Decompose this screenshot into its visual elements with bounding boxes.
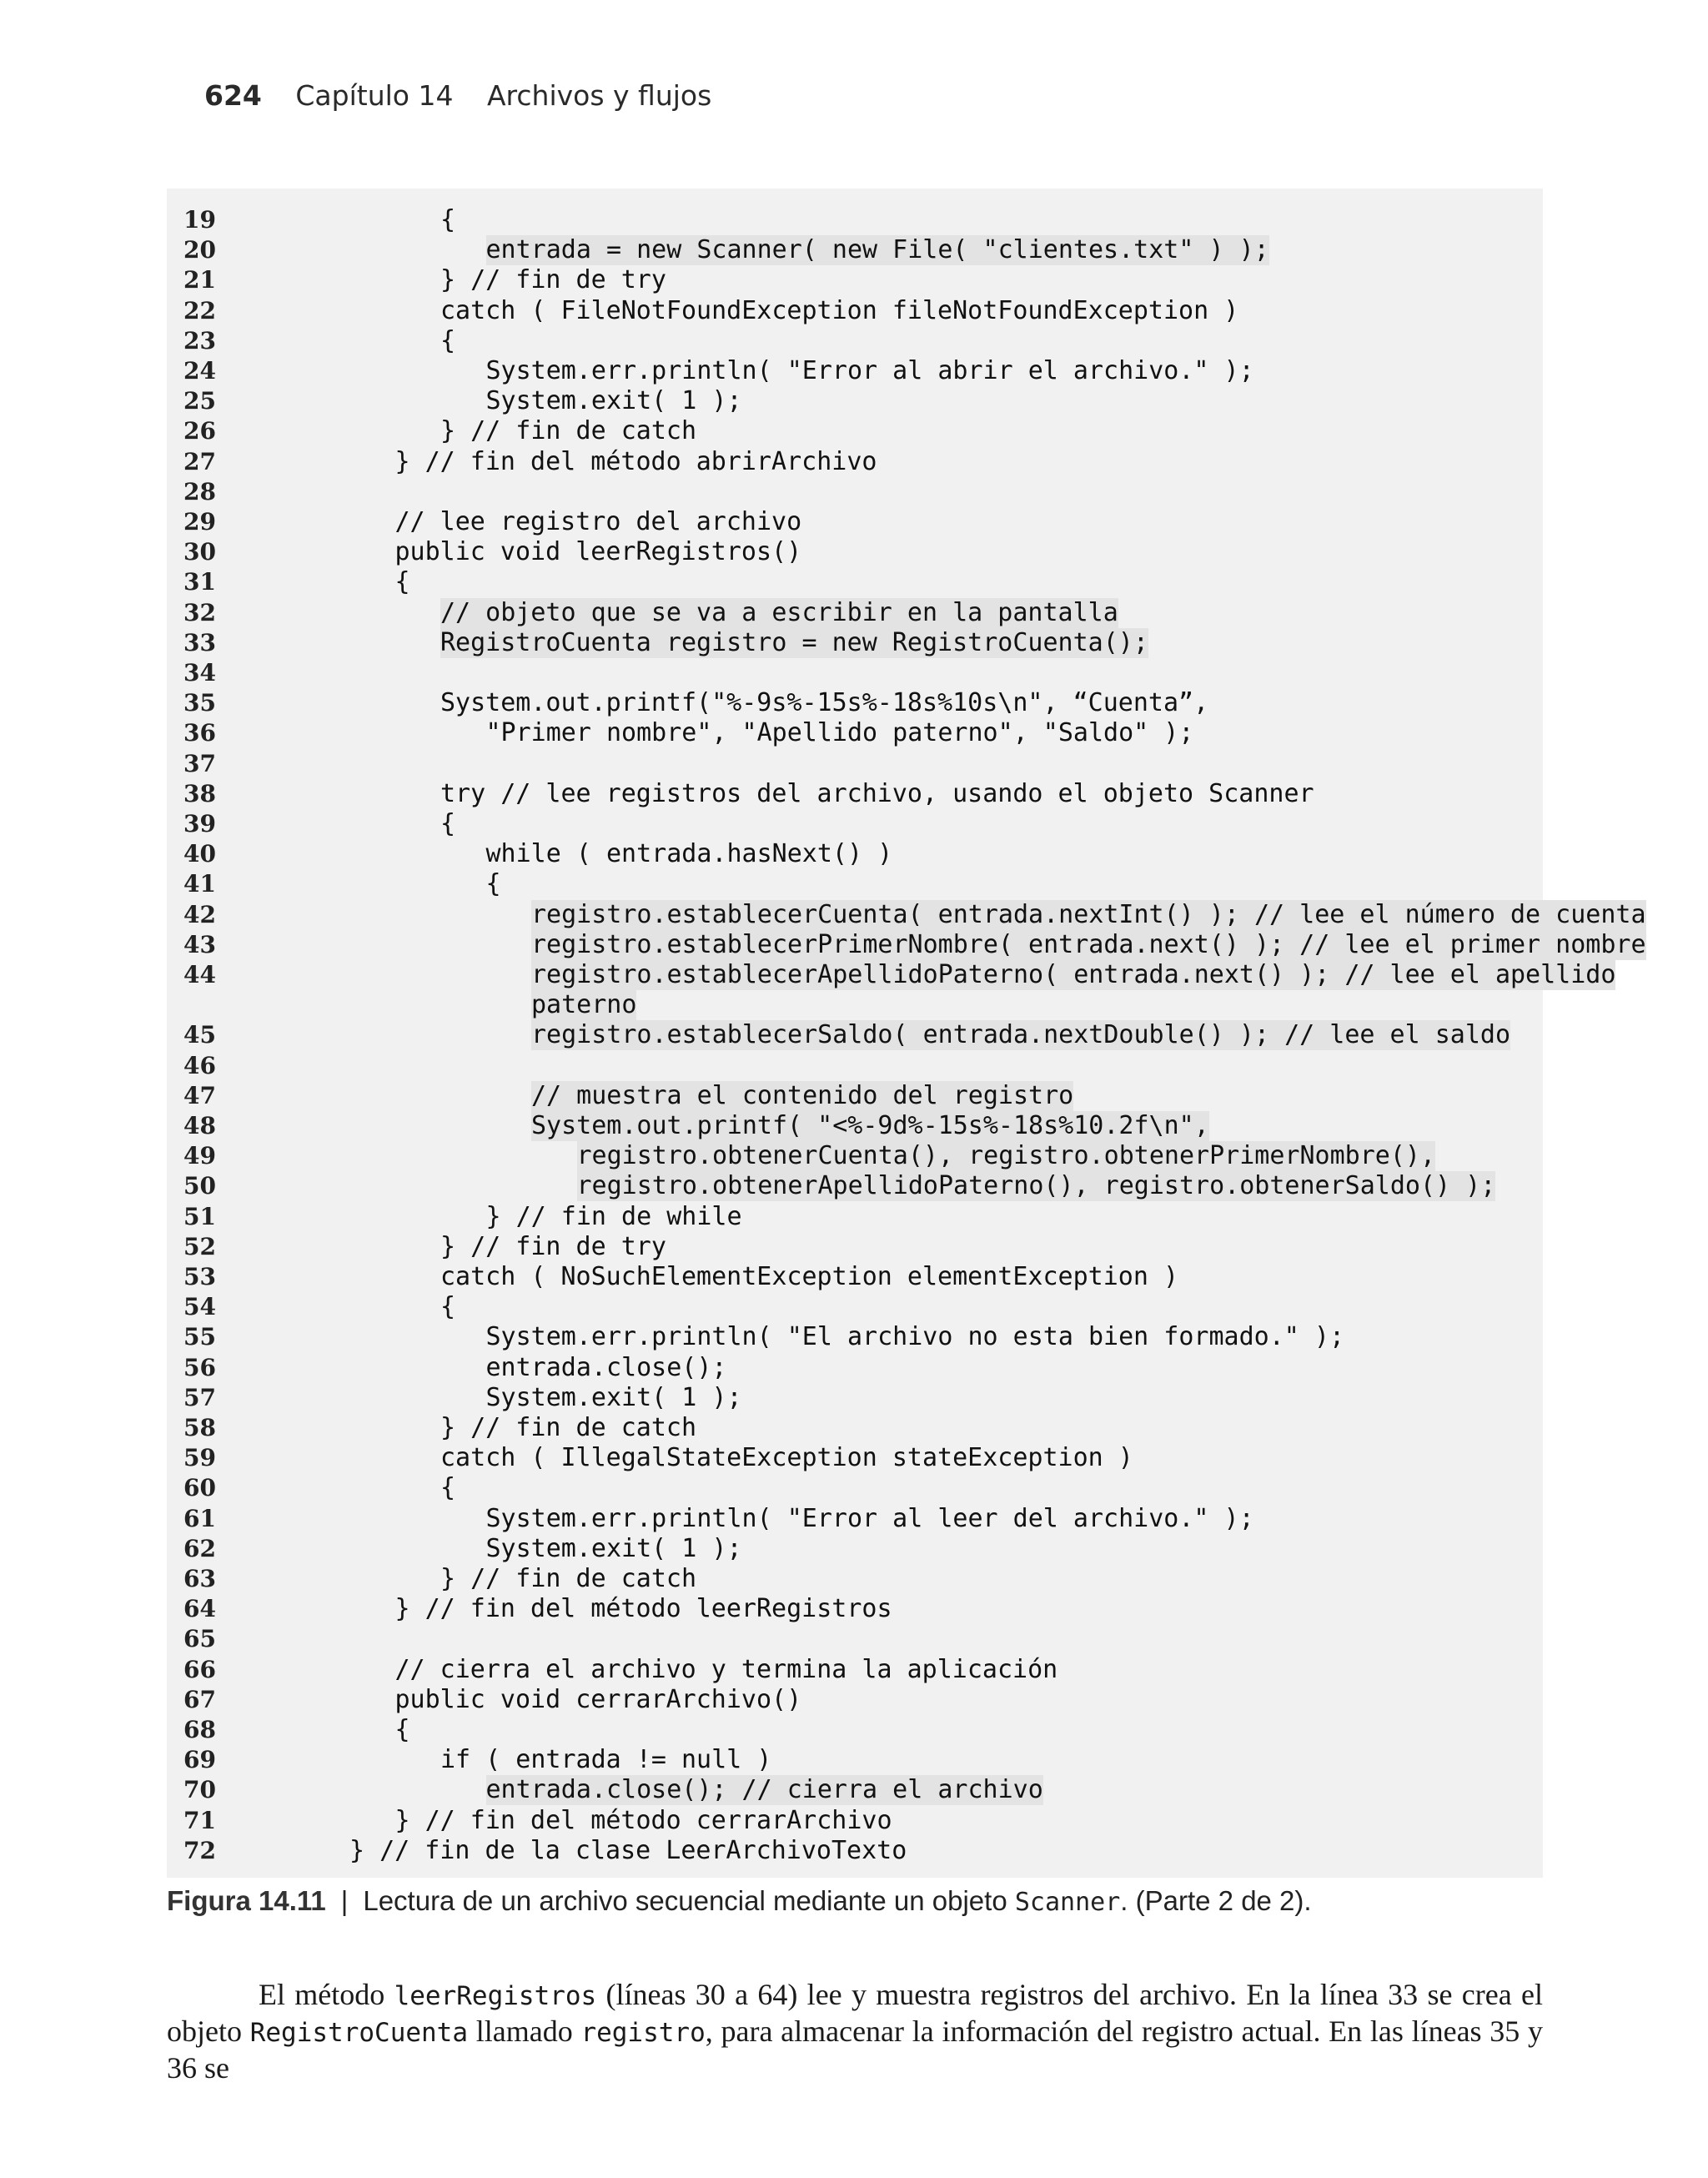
code-line bbox=[167, 1292, 1543, 1322]
code-text: // objeto que se va a escribir en la pantalla bbox=[440, 597, 1118, 627]
line-number: 35 bbox=[183, 689, 216, 717]
code-text: } // fin de while bbox=[485, 1201, 742, 1231]
code-text: } // fin de catch bbox=[440, 1564, 697, 1593]
code-text: { bbox=[440, 325, 456, 355]
code-line bbox=[167, 1443, 1543, 1473]
line-number: 44 bbox=[183, 961, 216, 988]
code-line bbox=[167, 1111, 1543, 1141]
code-line bbox=[167, 477, 1543, 507]
code-line bbox=[167, 326, 1543, 356]
code-text: } // fin del método cerrarArchivo bbox=[394, 1805, 892, 1835]
code-line bbox=[167, 1624, 1543, 1654]
line-number: 66 bbox=[183, 1655, 216, 1683]
line-number: 42 bbox=[183, 900, 216, 928]
line-number: 67 bbox=[183, 1685, 216, 1713]
code-line bbox=[167, 1081, 1543, 1111]
code-text: public void leerRegistros() bbox=[394, 537, 802, 567]
code-text: if ( entrada != null ) bbox=[440, 1745, 772, 1775]
line-number: 49 bbox=[183, 1142, 216, 1170]
line-number: 27 bbox=[183, 447, 216, 475]
code-line bbox=[167, 869, 1543, 899]
code-text: { bbox=[440, 205, 456, 234]
code-line bbox=[167, 1564, 1543, 1594]
line-number: 46 bbox=[183, 1051, 216, 1079]
code-text: registro.establecerCuenta( entrada.nextInt() ); // lee el número de cuenta bbox=[531, 899, 1646, 929]
code-line bbox=[167, 416, 1543, 446]
body-paragraph bbox=[167, 1977, 1543, 2085]
caption-text: Lectura de un archivo secuencial mediante un objeto bbox=[363, 1885, 1007, 1916]
line-number: 48 bbox=[183, 1112, 216, 1139]
code-line bbox=[167, 1383, 1543, 1413]
code-text: { bbox=[440, 809, 456, 838]
code-line bbox=[167, 386, 1543, 416]
code-line bbox=[167, 296, 1543, 326]
line-number: 65 bbox=[183, 1625, 216, 1653]
code-line bbox=[167, 1232, 1543, 1262]
page-number: 624 bbox=[204, 79, 262, 112]
line-number: 72 bbox=[183, 1836, 216, 1864]
code-text: { bbox=[440, 1292, 456, 1322]
code-line bbox=[167, 1745, 1543, 1775]
line-number: 56 bbox=[183, 1353, 216, 1381]
code-line bbox=[167, 235, 1543, 265]
line-number: 23 bbox=[183, 326, 216, 355]
line-number: 38 bbox=[183, 779, 216, 807]
line-number: 68 bbox=[183, 1716, 216, 1743]
code-line bbox=[167, 537, 1543, 567]
line-number: 34 bbox=[183, 659, 216, 687]
line-number: 39 bbox=[183, 810, 216, 837]
code-text: } // fin de catch bbox=[440, 1413, 697, 1442]
line-number: 26 bbox=[183, 417, 216, 445]
code-line bbox=[167, 1715, 1543, 1745]
code-text: try // lee registros del archivo, usando el objeto Scanner bbox=[440, 778, 1314, 808]
code-line bbox=[167, 960, 1616, 990]
chapter-title: Archivos y flujos bbox=[486, 79, 712, 112]
line-number: 57 bbox=[183, 1383, 216, 1411]
line-number: 41 bbox=[183, 870, 216, 898]
code-line bbox=[167, 1202, 1543, 1232]
code-line bbox=[167, 1051, 1543, 1081]
line-number: 25 bbox=[183, 387, 216, 415]
body-code-1: leerRegistros bbox=[394, 1981, 597, 2011]
line-number: 63 bbox=[183, 1565, 216, 1592]
code-line bbox=[167, 1594, 1543, 1624]
code-line bbox=[167, 1655, 1543, 1685]
line-number: 70 bbox=[183, 1776, 216, 1804]
code-text: // muestra el contenido del registro bbox=[531, 1080, 1074, 1110]
code-line bbox=[167, 658, 1543, 688]
code-text: } // fin de la clase LeerArchivoTexto bbox=[349, 1835, 907, 1865]
code-line bbox=[167, 1504, 1543, 1534]
code-text: { bbox=[485, 869, 501, 899]
line-number: 28 bbox=[183, 477, 216, 506]
code-text: public void cerrarArchivo() bbox=[394, 1684, 802, 1714]
code-text: registro.establecerPrimerNombre( entrada.next() ); // lee el primer nombre bbox=[531, 929, 1646, 959]
code-text: } // fin del método abrirArchivo bbox=[394, 446, 877, 476]
body-text-2: (líneas 30 a 64) lee y muestra registros del archivo. En la línea 33 se crea el objeto bbox=[167, 1978, 1543, 2048]
code-text: { bbox=[440, 1473, 456, 1503]
page-header bbox=[204, 79, 711, 112]
line-number: 29 bbox=[183, 508, 216, 536]
code-text: paterno bbox=[531, 990, 637, 1020]
code-line bbox=[167, 688, 1543, 718]
line-number: 43 bbox=[183, 930, 216, 958]
code-listing bbox=[167, 189, 1646, 1878]
code-line bbox=[167, 718, 1543, 748]
line-number: 62 bbox=[183, 1534, 216, 1562]
figure-caption bbox=[167, 1885, 1312, 1917]
code-text: registro.obtenerCuenta(), registro.obtenerPrimerNombre(), bbox=[576, 1141, 1436, 1171]
code-line bbox=[167, 749, 1543, 779]
code-line bbox=[167, 507, 1543, 537]
line-number: 50 bbox=[183, 1172, 216, 1200]
code-line bbox=[167, 809, 1543, 839]
code-text: } // fin de catch bbox=[440, 416, 697, 446]
code-line bbox=[167, 1473, 1543, 1503]
code-line bbox=[167, 628, 1543, 658]
line-number: 33 bbox=[183, 628, 216, 656]
line-number: 20 bbox=[183, 236, 216, 264]
line-number: 47 bbox=[183, 1081, 216, 1109]
figure-label: Figura 14.11 bbox=[167, 1885, 326, 1916]
line-number: 54 bbox=[183, 1293, 216, 1321]
code-line bbox=[167, 1806, 1543, 1836]
code-text: System.err.println( "Error al leer del archivo." ); bbox=[485, 1503, 1254, 1533]
code-line bbox=[167, 1171, 1543, 1201]
caption-code: Scanner bbox=[1014, 1888, 1121, 1917]
line-number: 19 bbox=[183, 206, 216, 234]
code-text: System.exit( 1 ); bbox=[485, 386, 742, 416]
code-line bbox=[167, 1141, 1543, 1171]
line-number: 64 bbox=[183, 1595, 216, 1623]
code-line bbox=[167, 1836, 1543, 1866]
code-text: { bbox=[394, 1715, 410, 1744]
code-text: { bbox=[394, 567, 410, 597]
line-number: 30 bbox=[183, 538, 216, 566]
line-number: 21 bbox=[183, 266, 216, 294]
body-text-3: llamado bbox=[468, 2015, 581, 2048]
code-text: catch ( FileNotFoundException fileNotFoundException ) bbox=[440, 295, 1239, 325]
code-text: registro.establecerSaldo( entrada.nextDouble() ); // lee el saldo bbox=[531, 1020, 1510, 1050]
code-line bbox=[167, 205, 1543, 235]
caption-separator: | bbox=[340, 1885, 349, 1916]
code-line bbox=[167, 447, 1543, 477]
code-text: System.exit( 1 ); bbox=[485, 1533, 742, 1563]
body-text-4: , para almacenar la información del registro actual. En las líneas 35 y 36 se bbox=[167, 2015, 1544, 2085]
code-text: entrada = new Scanner( new File( "clientes.txt" ) ); bbox=[485, 235, 1269, 265]
code-text: System.err.println( "El archivo no esta bien formado." ); bbox=[485, 1322, 1345, 1352]
code-line bbox=[167, 598, 1543, 628]
code-line bbox=[167, 265, 1543, 295]
code-text: entrada.close(); // cierra el archivo bbox=[485, 1775, 1043, 1805]
code-text: System.out.printf( "<%-9d%-15s%-18s%10.2f\n", bbox=[531, 1111, 1209, 1140]
code-text: System.err.println( "Error al abrir el archivo." ); bbox=[485, 356, 1254, 385]
line-number: 32 bbox=[183, 598, 216, 626]
code-line bbox=[167, 1353, 1543, 1383]
caption-text-end: . (Parte 2 de 2). bbox=[1120, 1885, 1312, 1916]
code-text: "Primer nombre", "Apellido paterno", "Saldo" ); bbox=[485, 718, 1194, 748]
body-text-1: El método bbox=[259, 1978, 394, 2011]
code-line bbox=[167, 567, 1543, 597]
line-number: 36 bbox=[183, 719, 216, 747]
code-text: registro.obtenerApellidoPaterno(), registro.obtenerSaldo() ); bbox=[576, 1171, 1496, 1201]
code-line bbox=[167, 1685, 1543, 1715]
body-code-2: RegistroCuenta bbox=[249, 2018, 469, 2048]
line-number: 61 bbox=[183, 1504, 216, 1532]
body-code-3: registro bbox=[580, 2018, 706, 2048]
code-text: catch ( IllegalStateException stateException ) bbox=[440, 1443, 1133, 1473]
chapter-label: Capítulo 14 bbox=[295, 79, 454, 112]
code-text: RegistroCuenta registro = new RegistroCuenta(); bbox=[440, 627, 1148, 657]
code-text: registro.establecerApellidoPaterno( entrada.next() ); // lee el apellido bbox=[531, 960, 1616, 989]
code-line bbox=[167, 1322, 1543, 1352]
code-text: // cierra el archivo y termina la aplicación bbox=[394, 1654, 1058, 1684]
code-line bbox=[167, 1775, 1543, 1805]
code-text: // lee registro del archivo bbox=[394, 507, 802, 536]
code-line bbox=[167, 1020, 1543, 1050]
code-text: while ( entrada.hasNext() ) bbox=[485, 839, 893, 869]
code-line bbox=[167, 1534, 1543, 1564]
code-line bbox=[167, 1262, 1543, 1292]
code-line bbox=[167, 356, 1543, 386]
line-number: 45 bbox=[183, 1021, 216, 1049]
code-text: System.out.printf("%-9s%-15s%-18s%10s\n", “Cuenta”, bbox=[440, 688, 1209, 718]
code-line bbox=[167, 929, 1646, 960]
line-number: 59 bbox=[183, 1444, 216, 1472]
code-line bbox=[167, 1413, 1543, 1443]
code-text: System.exit( 1 ); bbox=[485, 1382, 742, 1412]
code-line bbox=[167, 839, 1543, 869]
line-number: 60 bbox=[183, 1474, 216, 1502]
line-number: 69 bbox=[183, 1746, 216, 1774]
code-text: } // fin de try bbox=[440, 265, 666, 295]
line-number: 51 bbox=[183, 1202, 216, 1230]
code-line bbox=[167, 779, 1543, 809]
line-number: 24 bbox=[183, 357, 216, 385]
line-number: 55 bbox=[183, 1323, 216, 1351]
line-number: 53 bbox=[183, 1263, 216, 1290]
line-number: 71 bbox=[183, 1806, 216, 1834]
line-number: 31 bbox=[183, 568, 216, 596]
line-number: 58 bbox=[183, 1414, 216, 1441]
code-line bbox=[167, 899, 1646, 930]
line-number: 52 bbox=[183, 1232, 216, 1260]
code-text: catch ( NoSuchElementException elementException ) bbox=[440, 1262, 1179, 1291]
code-text: } // fin de try bbox=[440, 1231, 666, 1261]
line-number: 37 bbox=[183, 749, 216, 777]
line-number: 40 bbox=[183, 840, 216, 868]
line-number: 22 bbox=[183, 296, 216, 324]
code-text: entrada.close(); bbox=[485, 1352, 727, 1382]
code-text: } // fin del método leerRegistros bbox=[394, 1594, 892, 1624]
code-line bbox=[167, 990, 1543, 1020]
